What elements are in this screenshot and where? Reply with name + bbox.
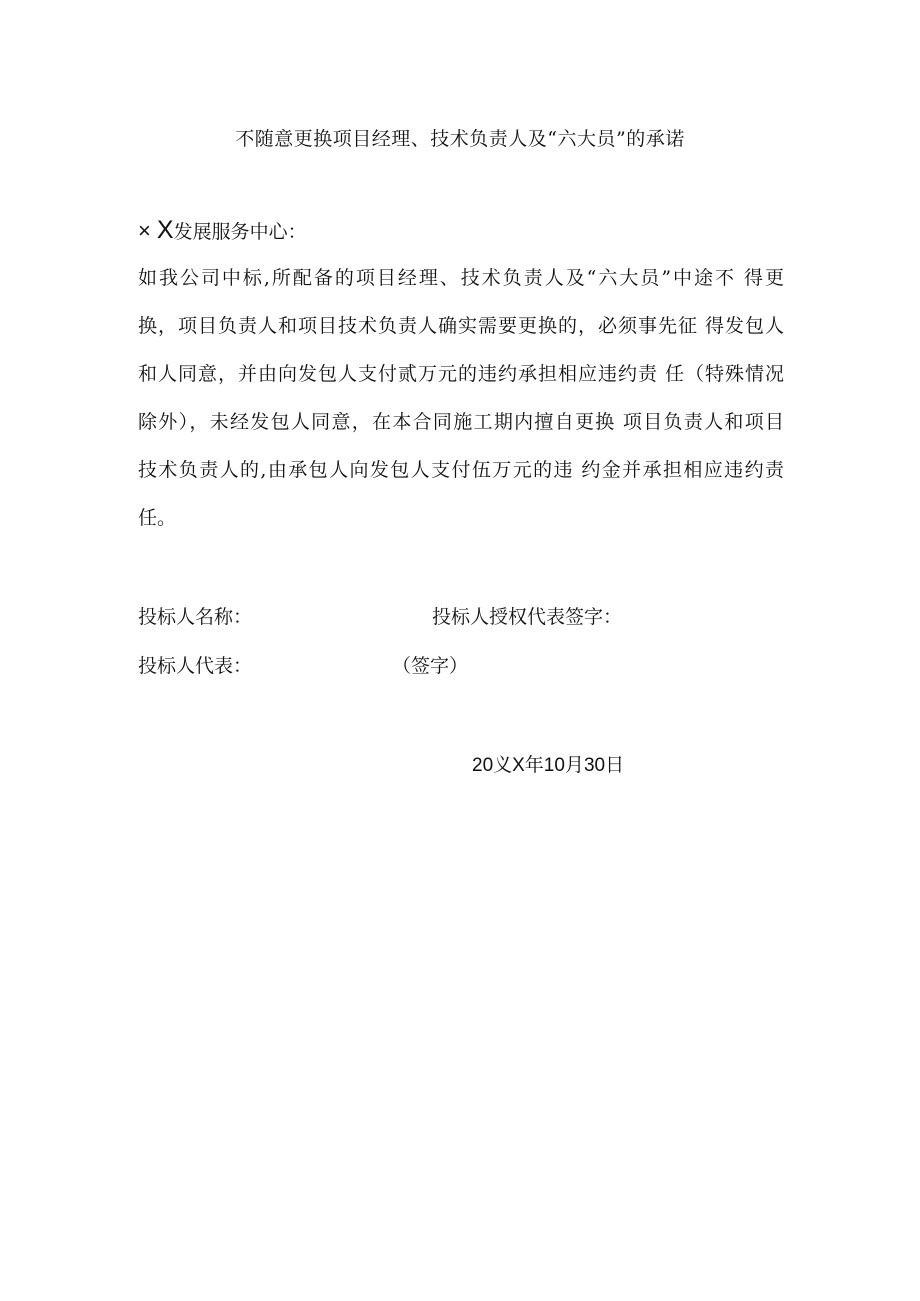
- body-line: 和人同意，并由向发包人支付贰万元的违约承担相应违约责 任（特殊情况: [138, 363, 784, 385]
- bidder-rep-label: 投标人代表：: [138, 655, 253, 677]
- addressee-letter: X: [156, 216, 174, 244]
- body-line: 除外），未经发包人同意，在本合同施工期内擅自更换 项目负责人和项目: [138, 411, 784, 433]
- authorized-rep-signature-label: 投标人授权代表签字：: [432, 606, 623, 628]
- body-line: 如我公司中标,所配备的项目经理、技术负责人及“六大员”中途不 得更: [138, 267, 784, 289]
- addressee-line: [138, 216, 307, 245]
- commitment-body: [138, 262, 784, 550]
- document-title: 不随意更换项目经理、技术负责人及“六大员”的承诺: [235, 128, 685, 150]
- addressee-mark: ×: [138, 218, 151, 243]
- document-date: 20义X年10月30日: [472, 755, 625, 776]
- body-line: 任。: [138, 507, 177, 529]
- addressee-text: 发展服务中心：: [173, 221, 307, 243]
- bidder-name-label: 投标人名称：: [138, 606, 253, 628]
- body-line: 换，项目负责人和项目技术负责人确实需要更换的，必须事先征 得发包人: [138, 315, 784, 337]
- body-line: 技术负责人的,由承包人向发包人支付伍万元的违 约金并承担相应违约责: [138, 459, 784, 481]
- signature-note: （签字）: [392, 655, 469, 677]
